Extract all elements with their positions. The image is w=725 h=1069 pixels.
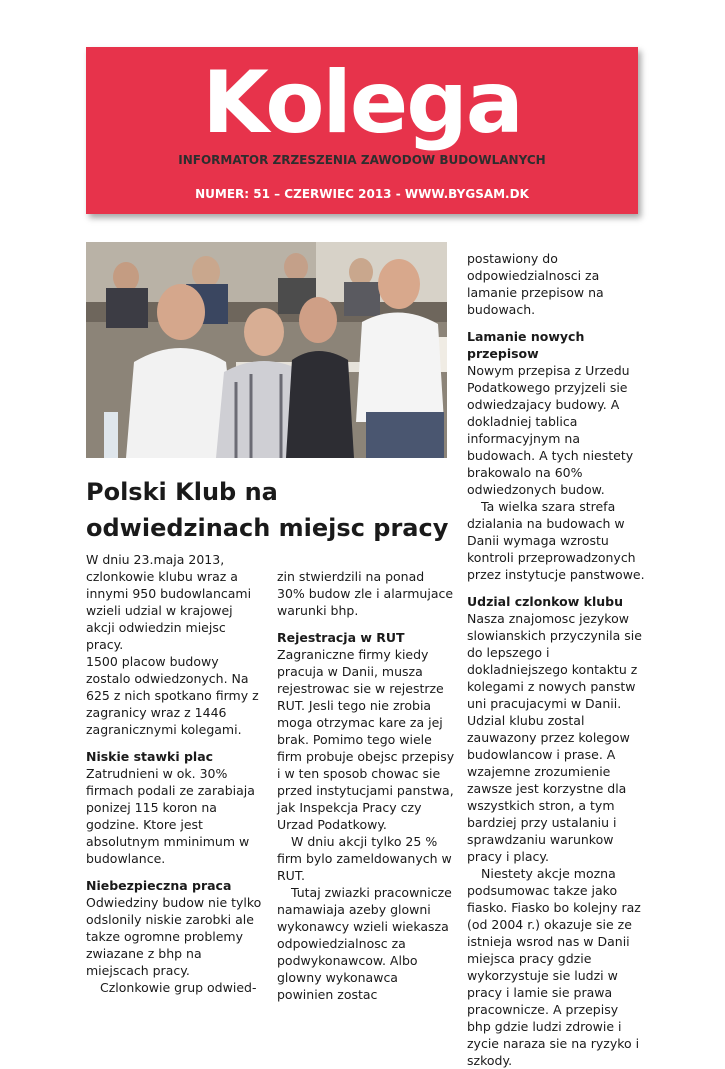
section-heading-rejestracja-rut: Rejestracja w RUT (277, 630, 405, 645)
section-heading-niebezpieczna-praca: Niebezpieczna praca (86, 878, 232, 893)
issue-line: NUMER: 51 – CZERWIEC 2013 - WWW.BYGSAM.DK (195, 187, 529, 201)
article-column-1 (86, 551, 264, 996)
paragraph: Tutaj zwiazki pracownicze namawiaja azeby glowni wykonawcy wzieli wiekasza odpowiedzialnosc za podwykonawcow. Albo glowny wykonawca powinien zostac (277, 885, 452, 1002)
article-column-2 (277, 568, 455, 1003)
paragraph: Czlonkowie grup odwied- (100, 980, 257, 995)
article-photo (86, 242, 447, 458)
paragraph: Ta wielka szara strefa dzialania na budowach w Danii wymaga wzrostu kontroli przeprowadzonych przez instytucje panstwowe. (467, 499, 645, 582)
paragraph: 1500 placow budowy zostalo odwiedzonych. Na 625 z nich spotkano firmy z zagranicy wraz z 1446 zagranicznymi kolegami. (86, 654, 259, 737)
paragraph: Zagraniczne firmy kiedy pracuja w Danii, musza rejestrowac sie w rejestrze RUT. Jesli tego nie zrobia moga otrzymac kare za jej brak. Pomimo tego wiele firm probuje obejsc przepisy i w ten sposob chowac sie przed instytucjami panstwa, jak Inspekcja Pracy czy Urzad Podatkowy. (277, 647, 455, 832)
paragraph: Nasza znajomosc jezykow slowianskich przyczynila sie do lepszego i dokladniejszego kontaktu z kolegami z nowych panstw uni pracujacymi w Danii. Udzial klubu zostal zauwazony przez kolegow budowlancow i prase. A wzajemne zrozumienie zawsze jest korzystne dla wszystkich stron, a tym bardziej przy ustalaniu i sprawdzaniu warunkow pracy i placy. (467, 611, 642, 864)
section-heading-niskie-stawki: Niskie stawki plac (86, 749, 214, 764)
paragraph: Odwiedziny budow nie tylko odslonily niskie zarobki ale takze ogromne problemy zwiazane z bhp na miejscach pracy. (86, 895, 262, 978)
article-column-3 (467, 250, 645, 1069)
paragraph: W dniu 23.maja 2013, czlonkowie klubu wraz a innymi 950 budowlancami wzieli udzial w krajowej akcji odwiedzin miejsc pracy. (86, 552, 252, 652)
masthead-title: Kolega (202, 53, 522, 153)
headline-line-2: odwiedzinach miejsc pracy (86, 514, 449, 542)
article-headline (86, 474, 456, 546)
paragraph: zin stwierdzili na ponad 30% budow zle i alarmujace warunki bhp. (277, 569, 454, 618)
paragraph: Nowym przepisa z Urzedu Podatkowego przyjzeli sie odwiedzajacy budowy. A dokladniej tablica informacyjnym na budowach. A tych niestety brakowalo na 60% odwiedzonych budow. (467, 363, 634, 497)
paragraph: Niestety akcje mozna podsumowac takze jako fiasko. Fiasko bo kolejny raz (od 2004 r.) okazuje sie ze istnieja wsrod nas w Danii miejsca pracy gdzie wykorzystuje sie ludzi w pracy i lamie sie prawa pracownicze. A przepisy bhp gdzie ludzi zdrowie i zycie naraza sie na ryzyko i szkody. (467, 866, 641, 1068)
headline-line-1: Polski Klub na (86, 478, 278, 506)
group-photo-illustration (86, 242, 447, 458)
paragraph: W dniu akcji tylko 25 % firm bylo zameldowanych w RUT. (277, 834, 452, 883)
paragraph: Zatrudnieni w ok. 30% firmach podali ze zarabiaja ponizej 115 koron na godzine. Ktore jest absolutnym mminimum w budowlance. (86, 766, 255, 866)
paragraph: postawiony do odpowiedzialnosci za lamanie przepisow na budowach. (467, 251, 604, 317)
section-heading-lamanie-przepisow: Lamanie nowych przepisow (467, 329, 585, 361)
masthead-banner (86, 47, 638, 214)
masthead-subtitle: INFORMATOR ZRZESZENIA ZAWODOW BUDOWLANYCH (178, 153, 546, 167)
section-heading-udzial-czlonkow: Udzial czlonkow klubu (467, 594, 623, 609)
